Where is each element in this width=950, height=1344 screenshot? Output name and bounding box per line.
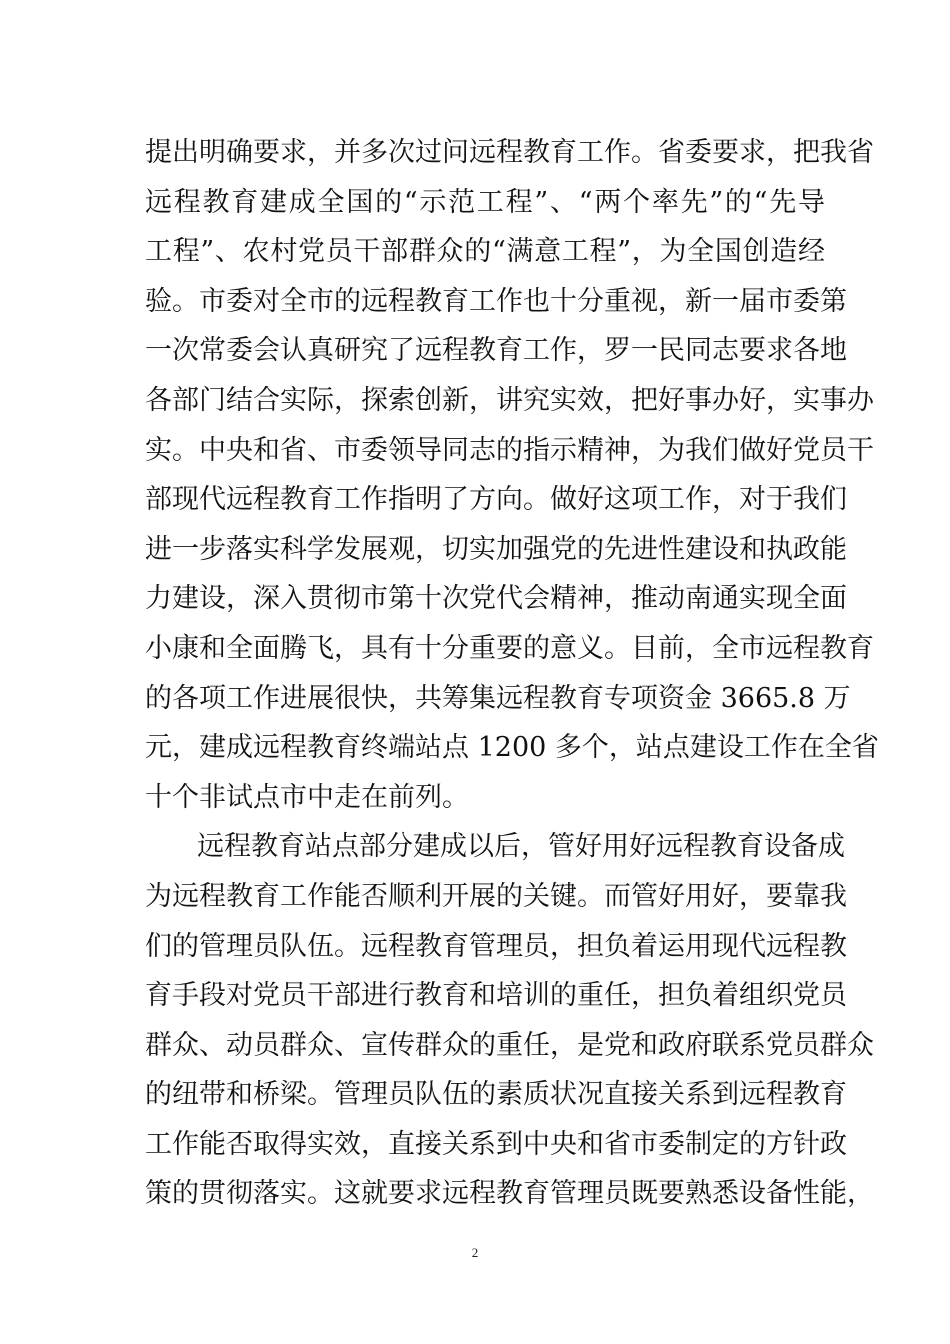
text-line: 进一步落实科学发展观，切实加强党的先进性建设和执政能 xyxy=(145,533,847,565)
text-line: 各部门结合实际，探索创新，讲究实效，把好事办好，实事办 xyxy=(145,384,874,416)
text-line: 力建设，深入贯彻市第十次党代会精神，推动南通实现全面 xyxy=(145,583,847,615)
text-line: 工程”、农村党员干部群众的“满意工程”，为全国创造经 xyxy=(145,236,825,268)
text-line: 实。中央和省、市委领导同志的指示精神，为我们做好党员干 xyxy=(145,434,874,466)
page-number: 2 xyxy=(471,1245,479,1260)
text-line: 验。市委对全市的远程教育工作也十分重视，新一届市委第 xyxy=(145,285,847,317)
text-line: 远程教育建成全国的“示范工程”、“两个率先”的“先导 xyxy=(145,186,825,218)
body-text xyxy=(145,128,879,1219)
text-line: 部现代远程教育工作指明了方向。做好这项工作，对于我们 xyxy=(145,484,847,516)
text-line: 一次常委会认真研究了远程教育工作，罗一民同志要求各地 xyxy=(145,335,847,367)
text-line: 元，建成远程教育终端站点 1200 多个，站点建设工作在全省 xyxy=(145,732,879,764)
text-line: 育手段对党员干部进行教育和培训的重任，担负着组织党员 xyxy=(145,980,847,1012)
text-line: 十个非试点市中走在前列。 xyxy=(145,781,469,813)
text-line: 工作能否取得实效，直接关系到中央和省市委制定的方针政 xyxy=(145,1128,847,1160)
text-line: 提出明确要求，并多次过问远程教育工作。省委要求，把我省 xyxy=(145,137,874,168)
paragraph-1 xyxy=(145,128,879,822)
text-line: 为远程教育工作能否顺利开展的关键。而管好用好，要靠我 xyxy=(145,880,847,912)
text-line: 小康和全面腾飞，具有十分重要的意义。目前，全市远程教育 xyxy=(145,632,874,664)
text-line: 的纽带和桥梁。管理员队伍的素质状况直接关系到远程教育 xyxy=(145,1079,847,1111)
paragraph-2 xyxy=(145,822,874,1219)
text-line: 群众、动员群众、宣传群众的重任，是党和政府联系党员群众 xyxy=(145,1029,874,1061)
text-line: 远程教育站点部分建成以后，管好用好远程教育设备成 xyxy=(197,831,845,863)
text-line: 的各项工作进展很快，共筹集远程教育专项资金 3665.8 万 xyxy=(145,682,851,714)
text-line: 们的管理员队伍。远程教育管理员，担负着运用现代远程教 xyxy=(145,930,847,962)
text-line: 策的贯彻落实。这就要求远程教育管理员既要熟悉设备性能， xyxy=(145,1178,874,1210)
